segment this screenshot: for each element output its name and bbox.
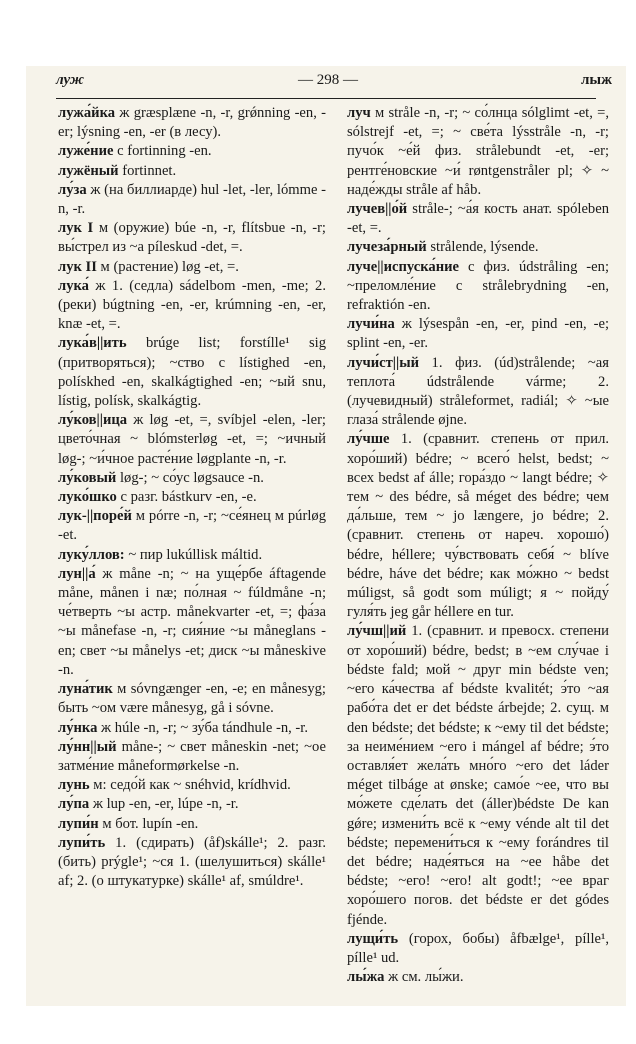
entry-headword: лу́чш||ий (347, 623, 407, 640)
header-right-guide-word: лыж (580, 72, 612, 88)
dictionary-entry (58, 104, 326, 142)
entry-headword: лу́нка (58, 719, 98, 736)
entry-definition: м (оружие) búe -n, -r, flítsbue -n, -r; вы́стрел из ~а píleskud -det, =. (58, 220, 326, 256)
entry-definition: måne-; ~ свет måneskin -net; ~ое затме́ние måneformørkelse -n. (58, 738, 326, 774)
entry-headword: лупи́н (58, 815, 99, 832)
dictionary-entry (58, 181, 326, 219)
entry-headword: луч (347, 105, 371, 121)
entry-headword: лунь (58, 777, 90, 794)
entry-headword: лук-||поре́й (58, 508, 132, 525)
dictionary-entry (347, 354, 609, 431)
entry-headword: лучеза́рный (347, 239, 427, 256)
entry-definition: ж 1. (седла) sádelbom -men, -me; 2. (реки) búgtning -en, -er, krúmning -en, -er, knæ -et, =. (58, 277, 326, 333)
entry-definition: (горох, бобы) åfbælge¹, pílle¹, pílle¹ ud. (347, 930, 609, 966)
dictionary-entry (347, 104, 609, 200)
entry-definition: ж løg -et, =, svíbjel -elen, -ler; цвето́чная ~ blómsterløg -et, =; ~ичный løg-; ~и́чное расте́ние løgplante -n, -r. (58, 412, 326, 467)
page-number: — 298 — (298, 72, 358, 88)
dictionary-entry (58, 546, 326, 565)
entry-headword: лу́ков||ица (58, 412, 128, 429)
entry-definition: brúge list; forstílle¹ sig (притворяться); ~ство с lístighed -en, polískhed -en, skalkágtighed -en; ~ый snu, lístig, polísk, skalkágtig. (58, 335, 326, 410)
right-column (347, 104, 609, 987)
entry-headword: лука́в||ить (58, 335, 127, 352)
dictionary-entry (58, 834, 326, 892)
entry-definition: с физ. údstråling -en; ~преломле́ние с strålebrydning -en, refraktión -en. (347, 258, 609, 314)
dictionary-entry (58, 219, 326, 257)
dictionary-entry (58, 469, 326, 488)
left-column (58, 104, 326, 891)
entry-headword: лу́ковый (58, 469, 117, 486)
entry-definition: ж lup -en, -er, lúpe -n, -r. (89, 796, 239, 813)
entry-definition: 1. (сравнит. и превосх. степени от хоро́ший) bédre, bedst; в ~ем слу́чае i bédste fald; мой ~ друг min bédste ven; ~его ка́чества af bédste kvalitét; э́то ~ая рабо́та det er det bédste árbejde; 2. сущ. м den bédste; det bédste; к ~ему til det bédste; за неиме́нием ~его i mángel af bédre; э́то оставля́ет жела́ть мно́го ~его det láder méget tilbáge at ønske; само́е ~ее, что вы мо́жете сде́лать det (áller)bédste De kan gǿre; измени́ть всё к ~ему vénde alt til det bédste; перемени́ться к ~ему forándres til det bédre; наде́яться на ~ее håbe det bédste; ~его! ~ero! alt godt!; ~ee враг хоро́шего погов. det bédste er det gódes fjénde. (347, 623, 609, 928)
entry-definition: м pórre -n, -r; ~се́янец м púrløg -et. (58, 508, 326, 544)
entry-definition: 1. физ. (úd)strålende; ~ая теплота́ údstrålende várme; 2. (лучевидный) stråleformet, radiál; ✧ ~ые глаза́ strålende øjne. (347, 354, 609, 429)
dictionary-entry (347, 430, 609, 622)
entry-headword: лучи́на (347, 316, 395, 333)
dictionary-entry (347, 968, 609, 987)
entry-headword: лужёный (58, 162, 119, 179)
dictionary-entry (58, 411, 326, 469)
dictionary-entry (58, 565, 326, 680)
entry-definition: fortinnet. (118, 162, 177, 179)
dictionary-entry (347, 315, 609, 353)
entry-headword: лук I (58, 220, 94, 237)
entry-definition: м: седо́й как ~ snéhvid, krídhvid. (89, 777, 291, 794)
entry-definition: 1. (сравнит. степень от прил. хоро́ший) bédre; ~ всего́ helst, bedst; ~ всех bedst af álle; гора́здо ~ langt bédre; ✧ тем ~ des bédre, så méget des bédre; чем да́льше, тем ~ jo længere, jo bédre; 2. (сравнит. степень от нареч. хорошо́) bédre, héllere; чу́вствовать себя́ ~ blíve bédre, háve det bédre; как мо́жно ~ bedst múligst, så godt som múligt; я ~ пойду́ гуля́ть jeg går héllere en tur. (347, 431, 609, 621)
entry-definition: ж húle -n, -r; ~ зу́ба tándhule -n, -r. (97, 719, 308, 736)
dictionary-entry (58, 142, 326, 161)
dictionary-entry (58, 507, 326, 545)
entry-headword: лучев||о́й (347, 201, 408, 218)
entry-headword: лу́чше (347, 431, 390, 448)
entry-definition: с разг. bástkurv -en, -e. (116, 489, 257, 506)
dictionary-entry (58, 162, 326, 181)
entry-headword: луко́шко (58, 489, 117, 506)
dictionary-entry (347, 622, 609, 929)
dictionary-entry (58, 258, 326, 277)
dictionary-entry (347, 930, 609, 968)
entry-definition: strålende, lýsende. (426, 239, 539, 256)
dictionary-entry (58, 795, 326, 814)
entry-definition: с fortinning -en. (113, 143, 212, 160)
entry-definition: м sóvngænger -en, -e; en månesyg; быть ~ом være månesyg, gå i sóvne. (58, 681, 326, 717)
dictionary-entry (347, 258, 609, 316)
entry-definition: ж lýsespån -en, -er, pind -en, -e; splint -en, -er. (347, 316, 609, 352)
entry-headword: луна́тик (58, 681, 113, 698)
dictionary-entry (58, 815, 326, 834)
dictionary-entry (58, 719, 326, 738)
dictionary-entry (58, 277, 326, 335)
entry-definition: м stråle -n, -r; ~ со́лнца sólglimt -et, =, sólstrejf -et, =; ~ све́та lýsstråle -n, -r; пучо́к ~е́й физ. strålebundt -et, -er; рентге́новские ~и́ røntgenstråler pl; ✧ ~ наде́жды stråle af håb. (347, 105, 609, 198)
entry-headword: лу́па (58, 796, 90, 813)
entry-headword: лупи́ть (58, 834, 106, 851)
page-header (28, 72, 612, 98)
entry-definition: ж græsplæne -n, -r, grǿnning -en, -er; lýsning -en, -er (в лесу). (58, 105, 326, 141)
entry-definition: м (растение) løg -et, =. (96, 258, 239, 275)
entry-headword: лука́ (58, 277, 89, 294)
dictionary-entry (58, 334, 326, 411)
entry-definition: ж (на биллиарде) hul -let, -ler, lómme -n, -r. (58, 181, 326, 218)
entry-definition: 1. (сдирать) (åf)skálle¹; 2. разг. (бить) prýgle¹; ~ся 1. (шелушиться) skálle¹ af; 2. (о штукатурке) skálle¹ af, smúldre¹. (58, 834, 326, 890)
entry-headword: лук II (58, 258, 97, 275)
entry-definition: løg-; ~ со́ус løgsauce -n. (116, 469, 264, 486)
dictionary-entry (347, 238, 609, 257)
dictionary-entry (58, 488, 326, 507)
entry-headword: луче||испуска́ние (347, 258, 460, 275)
entry-definition: м бот. lupín -en. (98, 815, 199, 832)
entry-headword: лун||а́ (58, 565, 96, 582)
dictionary-entry (58, 738, 326, 776)
header-rule (56, 98, 596, 99)
entry-headword: лучи́ст||ый (347, 354, 419, 371)
dictionary-entry (58, 776, 326, 795)
dictionary-entry (58, 680, 326, 718)
entry-definition: stråle-; ~а́я кость анат. spóleben -et, =. (347, 201, 609, 237)
header-left-guide-word: луж (56, 72, 85, 88)
entry-headword: луже́ние (58, 143, 114, 160)
entry-headword: лущи́ть (347, 930, 399, 947)
dictionary-entry (347, 200, 609, 238)
entry-definition: ж см. лы́жи. (384, 969, 464, 986)
entry-definition: ~ пир lukúllisk máltid. (124, 546, 263, 563)
entry-headword: лы́жа (347, 969, 385, 986)
entry-headword: лужа́йка (58, 105, 116, 121)
entry-headword: лу́нн||ый (58, 738, 117, 755)
entry-headword: луку́ллов: (58, 546, 125, 563)
entry-headword: лу́за (58, 181, 87, 198)
entry-definition: ж måne -n; ~ на уще́рбе áftagende måne, månen i næ; по́лная ~ fúldmåne -n; че́тверть ~ы астр. månekvarter -et, =; фа́за ~ы månefase -n, -r; сия́ние ~ы måneglans -en; свет ~ы månelys -et; диск ~ы måneskive -n. (58, 565, 326, 678)
